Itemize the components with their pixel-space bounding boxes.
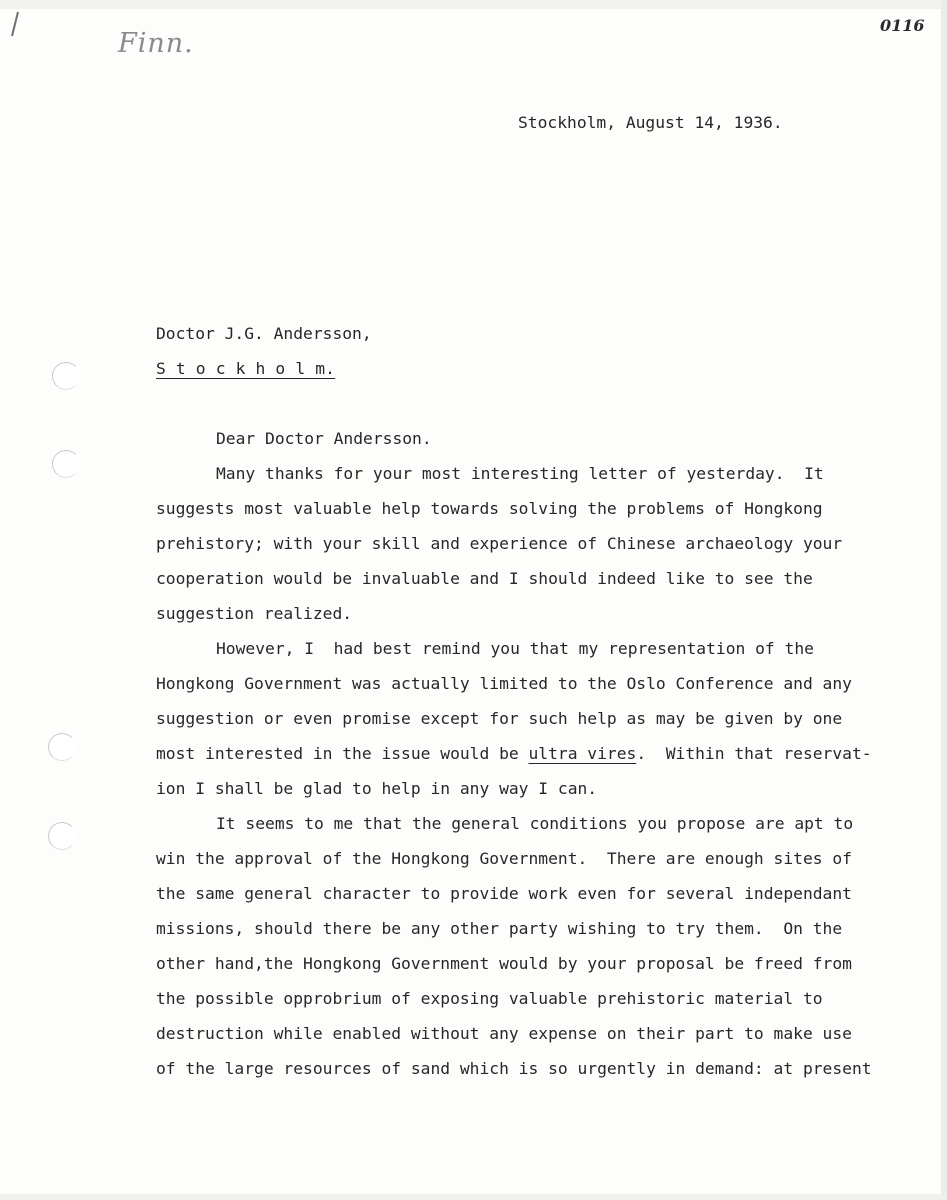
recipient-city: S t o c k h o l m.	[156, 359, 336, 378]
body-line: suggestion or even promise except for such help as may be given by one	[156, 709, 843, 728]
body-line: prehistory; with your skill and experience of Chinese archaeology your	[156, 534, 843, 553]
handwritten-note: Finn.	[118, 28, 194, 59]
body-line: Hongkong Government was actually limited to the Oslo Conference and any	[156, 674, 852, 693]
body-text: . Within that reservat-	[636, 744, 872, 763]
body-line: of the large resources of sand which is so urgently in demand: at present	[156, 1059, 872, 1078]
body-line: suggestion realized.	[156, 604, 353, 623]
page-number: 0116	[880, 16, 925, 35]
scan-edge-bottom	[0, 1194, 947, 1200]
punch-hole	[52, 450, 80, 478]
scan-edge-right	[941, 0, 947, 1200]
body-text: most interested in the issue would be	[156, 744, 529, 763]
underlined-phrase: ultra vires	[528, 744, 637, 763]
body-line: suggests most valuable help towards solving the problems of Hongkong	[156, 499, 823, 518]
body-line: However, I had best remind you that my representation of the	[216, 639, 814, 658]
body-line: destruction while enabled without any expense on their part to make use	[156, 1024, 852, 1043]
body-line: win the approval of the Hongkong Government. There are enough sites of	[156, 849, 852, 868]
body-line: missions, should there be any other party wishing to try them. On the	[156, 919, 843, 938]
body-line: ion I shall be glad to help in any way I can.	[156, 779, 598, 798]
body-line: It seems to me that the general conditions you propose are apt to	[216, 814, 854, 833]
body-line: the possible opprobrium of exposing valuable prehistoric material to	[156, 989, 823, 1008]
recipient-name: Doctor J.G. Andersson,	[156, 324, 372, 343]
body-line: cooperation would be invaluable and I should indeed like to see the	[156, 569, 813, 588]
punch-hole	[48, 733, 76, 761]
punch-hole	[48, 822, 76, 850]
salutation: Dear Doctor Andersson.	[216, 429, 432, 448]
pencil-mark-icon	[4, 10, 34, 40]
punch-hole	[52, 362, 80, 390]
body-line: other hand,the Hongkong Government would by your proposal be freed from	[156, 954, 852, 973]
body-line-with-emphasis	[156, 744, 872, 764]
date-line: Stockholm, August 14, 1936.	[518, 113, 783, 132]
body-line: Many thanks for your most interesting letter of yesterday. It	[216, 464, 824, 483]
scan-edge-top	[0, 0, 947, 9]
body-line: the same general character to provide work even for several independant	[156, 884, 852, 903]
